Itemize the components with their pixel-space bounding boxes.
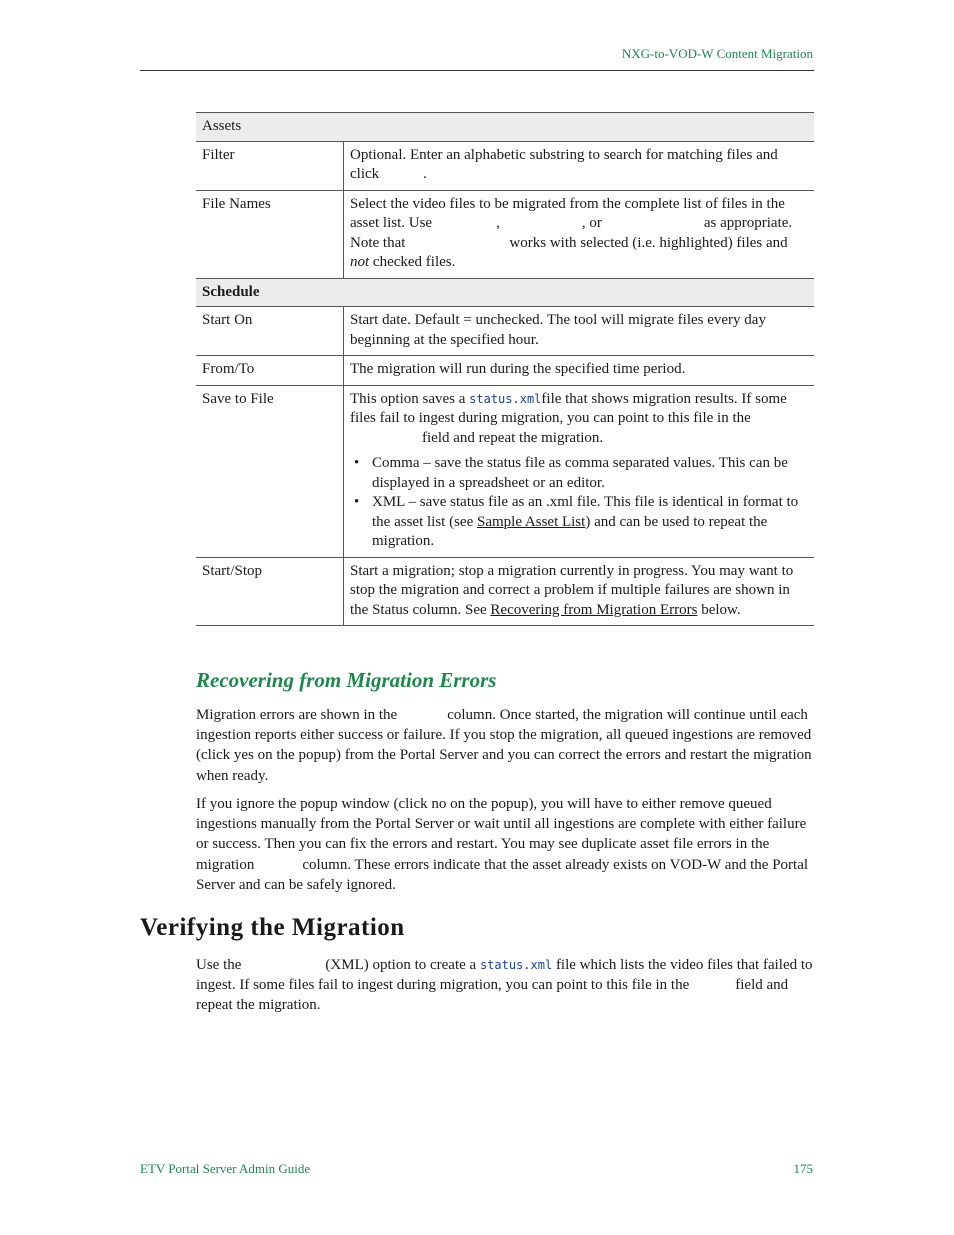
para-text: field and repeat the migration. xyxy=(196,977,789,1014)
table-row xyxy=(196,190,814,278)
para-text: If you ignore the popup window (click no on the popup), you will have to either remove queued ingestions manually from the Portal Server or wait until all ingestions are complete with either failure or success. Then you can fix the errors and restart. You may see duplicate asset file errors in the migration xyxy=(196,796,807,873)
row-key-filter: Filter xyxy=(196,141,344,190)
para-text: column. These errors indicate that the asset already exists on VOD-W and the Portal Server and can be safely ignored. xyxy=(196,856,809,893)
row-desc-save-to-file xyxy=(344,385,815,557)
sample-asset-list-link[interactable]: Sample Asset List xyxy=(476,513,586,530)
footer-page-number: 175 xyxy=(793,1161,813,1176)
para-text: column. Once started, the migration will continue until each ingestion reports either success or failure. If you stop the migration, all queued ingestions are removed (click yes on the popup) from the Portal Server and you can correct the errors and restart the migration when ready. xyxy=(196,707,812,784)
row-key-save-to-file: Save to File xyxy=(196,385,344,557)
recovering-paragraph-1 xyxy=(196,705,814,786)
para-text: Migration errors are shown in the xyxy=(196,707,398,723)
desc-text: below. xyxy=(701,601,741,618)
row-desc-start-on: Start date. Default = unchecked. The tool will migrate files every day beginning at the specified hour. xyxy=(344,307,815,356)
section-label-assets: Assets xyxy=(196,113,814,142)
table-row xyxy=(196,557,814,626)
desc-text: checked files. xyxy=(372,254,456,270)
desc-emphasis: not xyxy=(350,254,370,270)
row-key-start-stop: Start/Stop xyxy=(196,557,344,626)
format-option-list xyxy=(350,454,806,552)
recovering-paragraph-2 xyxy=(196,794,814,895)
verifying-heading: Verifying the Migration xyxy=(140,914,405,941)
status-xml-code: status.xml xyxy=(469,391,542,406)
desc-text: Select the video files to be migrated from the complete list of files in the asset list. Use xyxy=(350,195,785,231)
row-desc-file-names xyxy=(344,190,815,278)
table-section-schedule xyxy=(196,278,814,307)
row-key-from-to: From/To xyxy=(196,356,344,386)
row-key-file-names: File Names xyxy=(196,190,344,278)
desc-text: XML – save status file as an .xml file. This file is identical in format to the asset list (see xyxy=(372,494,799,530)
footer-doc-title: ETV Portal Server Admin Guide xyxy=(140,1161,311,1176)
table-row xyxy=(196,307,814,356)
para-text: Use the xyxy=(196,957,242,973)
desc-text: , xyxy=(496,215,500,231)
para-text: file which lists the video files that failed to ingest. If some files fail to ingest during migration, you can point to this file in the xyxy=(196,957,813,994)
desc-text: field and repeat the migration. xyxy=(422,429,604,446)
para-text: (XML) option to create a xyxy=(325,957,477,973)
running-header: NXG-to-VOD-W Content Migration xyxy=(621,46,813,61)
table-row xyxy=(196,356,814,386)
table-row xyxy=(196,141,814,190)
row-desc-from-to: The migration will run during the specified time period. xyxy=(344,356,815,386)
list-item: • Comma – save the status file as comma separated values. This can be displayed in a spreadsheet or an editor. xyxy=(372,454,806,493)
options-table xyxy=(196,112,814,626)
table-row xyxy=(196,385,814,557)
desc-text: Start a migration; stop a migration currently in progress. You may want to stop the migration and correct a problem if multiple failures are shown in the Status column. See xyxy=(350,562,794,618)
desc-text: . xyxy=(423,166,427,182)
desc-text: as appropriate. Note that xyxy=(350,215,793,251)
row-desc-start-stop xyxy=(344,557,815,626)
status-xml-code: status.xml xyxy=(479,958,553,972)
recovering-heading: Recovering from Migration Errors xyxy=(196,668,497,692)
recovering-errors-link[interactable]: Recovering from Migration Errors xyxy=(490,601,698,618)
verifying-paragraph xyxy=(196,955,814,1016)
row-key-start-on: Start On xyxy=(196,307,344,356)
desc-text: This option saves a xyxy=(350,390,466,407)
table-section-assets xyxy=(196,113,814,142)
desc-text: Optional. Enter an alphabetic substring to search for matching files and click xyxy=(350,146,778,182)
desc-text: works with selected (i.e. highlighted) files and xyxy=(509,234,788,251)
header-rule xyxy=(140,70,814,71)
desc-text: file that shows migration results. If some files fail to ingest during migration, you can point to this file in the xyxy=(350,390,787,426)
desc-text: ) and can be used to repeat the migration. xyxy=(372,513,768,549)
desc-text: , or xyxy=(581,215,602,231)
list-item xyxy=(372,493,806,552)
section-label-schedule: Schedule xyxy=(196,278,814,307)
row-desc-filter xyxy=(344,141,815,190)
